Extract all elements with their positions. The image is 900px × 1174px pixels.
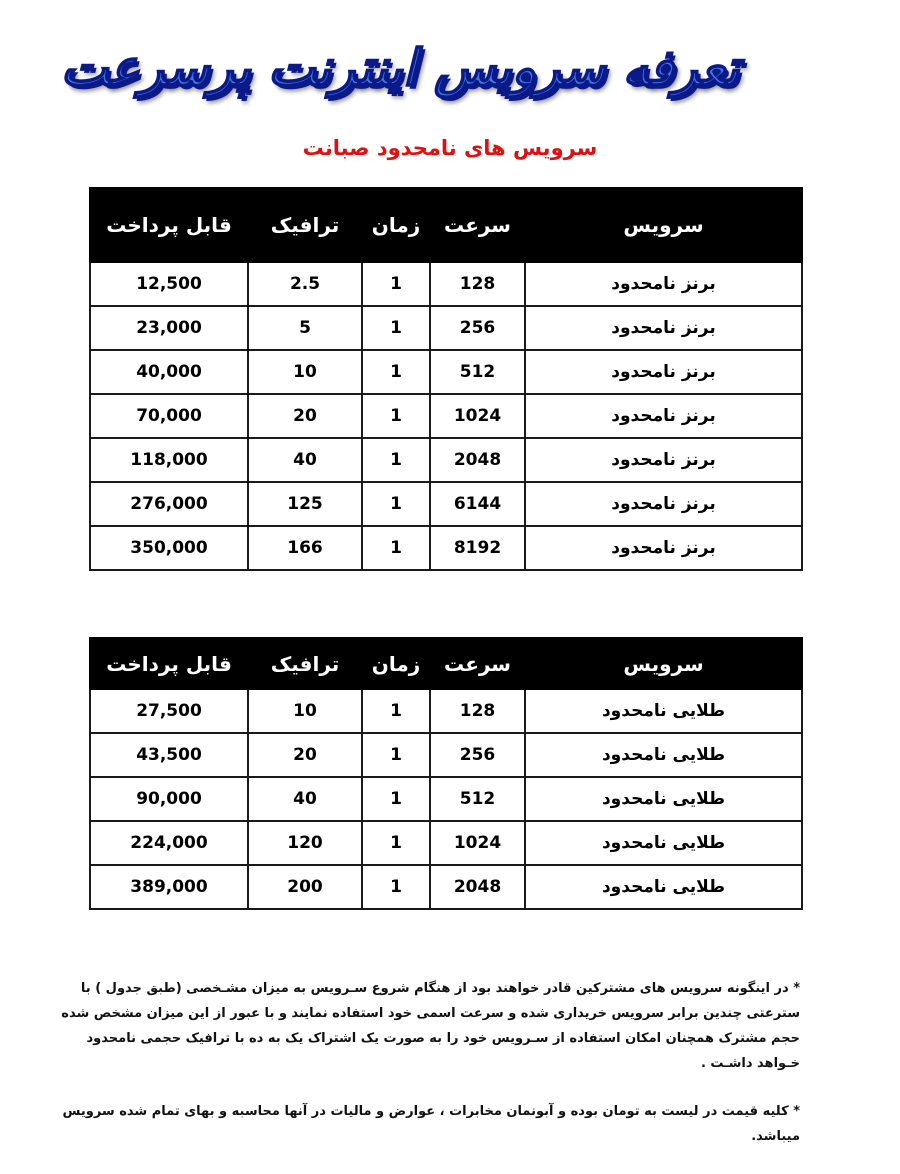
cell-traffic: 2.5 [248,262,362,306]
cell-speed: 128 [430,262,525,306]
cell-payable: 118,000 [90,438,248,482]
cell-traffic: 40 [248,438,362,482]
table-row [90,262,802,306]
table-row [90,394,802,438]
table-row [90,733,802,777]
cell-time: 1 [362,438,430,482]
cell-service: طلایی نامحدود [525,689,802,733]
cell-service: برنز نامحدود [525,350,802,394]
table-row [90,438,802,482]
cell-time: 1 [362,482,430,526]
cell-traffic: 200 [248,865,362,909]
note-unlimited-traffic [40,976,800,1076]
header-speed: سرعت [430,638,525,689]
cell-service: طلایی نامحدود [525,733,802,777]
cell-traffic: 20 [248,733,362,777]
cell-time: 1 [362,394,430,438]
header-traffic: ترافیک [248,188,362,262]
section-subtitle: سرویس های نامحدود صبانت [302,136,598,160]
cell-time: 1 [362,306,430,350]
cell-traffic: 120 [248,821,362,865]
gold-tariff-table [89,637,803,910]
header-payable: قابل پرداخت [90,638,248,689]
note-pricing [40,1099,800,1149]
cell-speed: 512 [430,777,525,821]
table-row [90,350,802,394]
cell-speed: 6144 [430,482,525,526]
cell-payable: 350,000 [90,526,248,570]
cell-payable: 276,000 [90,482,248,526]
table-row [90,689,802,733]
cell-speed: 128 [430,689,525,733]
cell-service: برنز نامحدود [525,306,802,350]
cell-traffic: 5 [248,306,362,350]
cell-speed: 256 [430,733,525,777]
cell-time: 1 [362,262,430,306]
cell-payable: 23,000 [90,306,248,350]
cell-time: 1 [362,689,430,733]
cell-payable: 389,000 [90,865,248,909]
cell-speed: 256 [430,306,525,350]
cell-speed: 512 [430,350,525,394]
cell-service: طلایی نامحدود [525,777,802,821]
header-service: سرویس [525,188,802,262]
header-payable: قابل پرداخت [90,188,248,262]
cell-traffic: 125 [248,482,362,526]
header-traffic: ترافیک [248,638,362,689]
cell-service: برنز نامحدود [525,262,802,306]
table-header-row [90,638,802,689]
cell-payable: 90,000 [90,777,248,821]
cell-time: 1 [362,350,430,394]
header-service: سرویس [525,638,802,689]
cell-service: برنز نامحدود [525,438,802,482]
header-time: زمان [362,638,430,689]
cell-traffic: 40 [248,777,362,821]
cell-service: طلایی نامحدود [525,865,802,909]
cell-service: برنز نامحدود [525,394,802,438]
cell-time: 1 [362,777,430,821]
note-bullet: * [793,1104,800,1119]
cell-time: 1 [362,865,430,909]
cell-service: برنز نامحدود [525,526,802,570]
cell-payable: 70,000 [90,394,248,438]
cell-traffic: 20 [248,394,362,438]
table-row [90,526,802,570]
cell-payable: 12,500 [90,262,248,306]
cell-time: 1 [362,733,430,777]
cell-traffic: 166 [248,526,362,570]
bronze-tariff-table [89,187,803,571]
cell-service: طلایی نامحدود [525,821,802,865]
cell-payable: 40,000 [90,350,248,394]
cell-time: 1 [362,821,430,865]
cell-speed: 1024 [430,394,525,438]
cell-speed: 8192 [430,526,525,570]
table-row [90,777,802,821]
header-time: زمان [362,188,430,262]
cell-traffic: 10 [248,689,362,733]
note-text: در اینگونه سرویس های مشترکین قادر خواهند بود از هنگام شروع سـرویس به میزان مشـخصی (طبق جدول ) با سترعتی چندین برابر سرویس خریداری شده و سرعت اسمی خود استفاده نمایند و با عبور از این میزان مشخص شده حجم مشترک همچنان امکان استفاده از سـرویس خود را به صورت یک اشتراک یک به ده با ترافیک حجمی نامحدود خـواهد داشـت . [61,981,800,1071]
cell-payable: 224,000 [90,821,248,865]
table-row [90,865,802,909]
cell-speed: 2048 [430,865,525,909]
table-header-row [90,188,802,262]
table-row [90,482,802,526]
table-row [90,306,802,350]
header-speed: سرعت [430,188,525,262]
note-bullet: * [793,981,800,996]
cell-speed: 2048 [430,438,525,482]
cell-service: برنز نامحدود [525,482,802,526]
note-text: کلیه قیمت در لیست به تومان بوده و آبونمان مخابرات ، عوارض و مالیات در آنها محاسبه و بهای تمام شده سرویس میباشد. [62,1104,800,1144]
cell-payable: 43,500 [90,733,248,777]
cell-time: 1 [362,526,430,570]
page-title: تعرفه سرویس اینترنت پرسرعت [60,39,740,97]
table-row [90,821,802,865]
cell-traffic: 10 [248,350,362,394]
cell-speed: 1024 [430,821,525,865]
cell-payable: 27,500 [90,689,248,733]
